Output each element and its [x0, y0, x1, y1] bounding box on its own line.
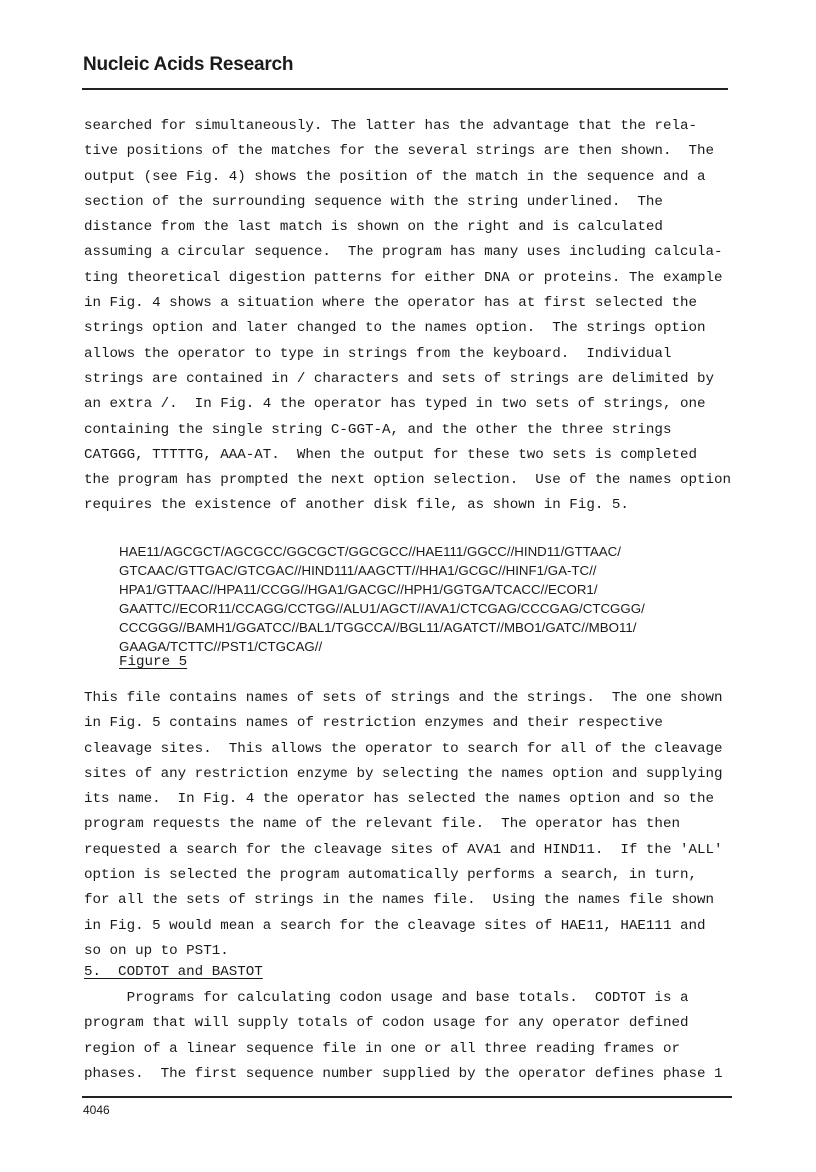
paragraph-2	[84, 686, 734, 964]
text-line: CATGGG, TTTTTG, AAA-AT. When the output for these two sets is completed	[84, 446, 697, 463]
text-line: assuming a circular sequence. The program has many uses including calcula-	[84, 244, 723, 261]
text-line: so on up to PST1.	[84, 942, 229, 959]
text-line: phases. The first sequence number supplied by the operator defines phase 1	[84, 1065, 723, 1082]
figure-line: GTCAAC/GTTGAC/GTCGAC//HIND111/AAGCTT//HHA1/GCGC//HINF1/GA-TC//	[119, 562, 597, 578]
journal-title: Nucleic Acids Research	[83, 54, 294, 75]
text-line: in Fig. 5 would mean a search for the cleavage sites of HAE11, HAE111 and	[84, 917, 706, 934]
text-line: its name. In Fig. 4 the operator has selected the names option and so the	[84, 791, 715, 808]
text-line: section of the surrounding sequence with the string underlined. The	[84, 193, 663, 210]
text-line: requested a search for the cleavage sites of AVA1 and HIND11. If the 'ALL'	[84, 841, 723, 858]
paragraph-1	[84, 114, 734, 519]
text-line: option is selected the program automatically performs a search, in turn,	[84, 867, 697, 884]
header-rule	[82, 88, 728, 90]
text-line: strings option and later changed to the names option. The strings option	[84, 320, 706, 337]
text-line: in Fig. 4 shows a situation where the operator has at first selected the	[84, 295, 697, 312]
text-line: containing the single string C-GGT-A, and the other the three strings	[84, 421, 672, 438]
section-heading: 5. CODTOT and BASTOT	[84, 964, 263, 980]
figure-line: GAAGA/TCTTC//PST1/CTGCAG//	[119, 638, 323, 654]
text-line: for all the sets of strings in the names file. Using the names file shown	[84, 892, 715, 909]
text-line: cleavage sites. This allows the operator to search for all of the cleavage	[84, 740, 723, 757]
text-line: searched for simultaneously. The latter has the advantage that the rela-	[84, 118, 697, 134]
text-line: Programs for calculating codon usage and base totals. CODTOT is a	[84, 990, 689, 1006]
text-line: allows the operator to type in strings from the keyboard. Individual	[84, 345, 672, 362]
figure-line: GAATTC//ECOR11/CCAGG/CCTGG//ALU1/AGCT//AVA1/CTCGAG/CCCGAG/CTCGGG/	[119, 600, 645, 616]
text-line: program requests the name of the relevant file. The operator has then	[84, 816, 680, 833]
text-line: strings are contained in / characters and sets of strings are delimited by	[84, 370, 715, 387]
figure-line: HAE11/AGCGCT/AGCGCC/GGCGCT/GGCGCC//HAE111/GGCC//HIND11/GTTAAC/	[119, 544, 621, 559]
text-line: the program has prompted the next option selection. Use of the names option	[84, 472, 732, 489]
figure-line: HPA1/GTTAAC//HPA11/CCGG//HGA1/GACGC//HPH1/GGTGA/TCACC//ECOR1/	[119, 581, 598, 597]
figure-line: CCCGGG//BAMH1/GGATCC//BAL1/TGGCCA//BGL11/AGATCT//MBO1/GATC//MBO11/	[119, 619, 637, 635]
text-line: tive positions of the matches for the several strings are then shown. The	[84, 143, 715, 160]
text-line: ting theoretical digestion patterns for either DNA or proteins. The example	[84, 269, 723, 286]
page-number: 4046	[83, 1103, 110, 1117]
paragraph-3	[84, 986, 734, 1087]
text-line: region of a linear sequence file in one or all three reading frames or	[84, 1040, 680, 1057]
text-line: program that will supply totals of codon usage for any operator defined	[84, 1015, 689, 1032]
figure-5-listing	[119, 543, 645, 656]
text-line: output (see Fig. 4) shows the position of the match in the sequence and a	[84, 168, 706, 185]
text-line: sites of any restriction enzyme by selecting the names option and supplying	[84, 765, 723, 782]
footer-rule	[82, 1096, 732, 1098]
text-line: distance from the last match is shown on the right and is calculated	[84, 219, 663, 236]
text-line: an extra /. In Fig. 4 the operator has typed in two sets of strings, one	[84, 396, 706, 413]
text-line: requires the existence of another disk file, as shown in Fig. 5.	[84, 497, 629, 514]
text-line: This file contains names of sets of strings and the strings. The one shown	[84, 690, 723, 706]
text-line: in Fig. 5 contains names of restriction enzymes and their respective	[84, 715, 663, 732]
figure-caption: Figure 5	[119, 654, 188, 670]
